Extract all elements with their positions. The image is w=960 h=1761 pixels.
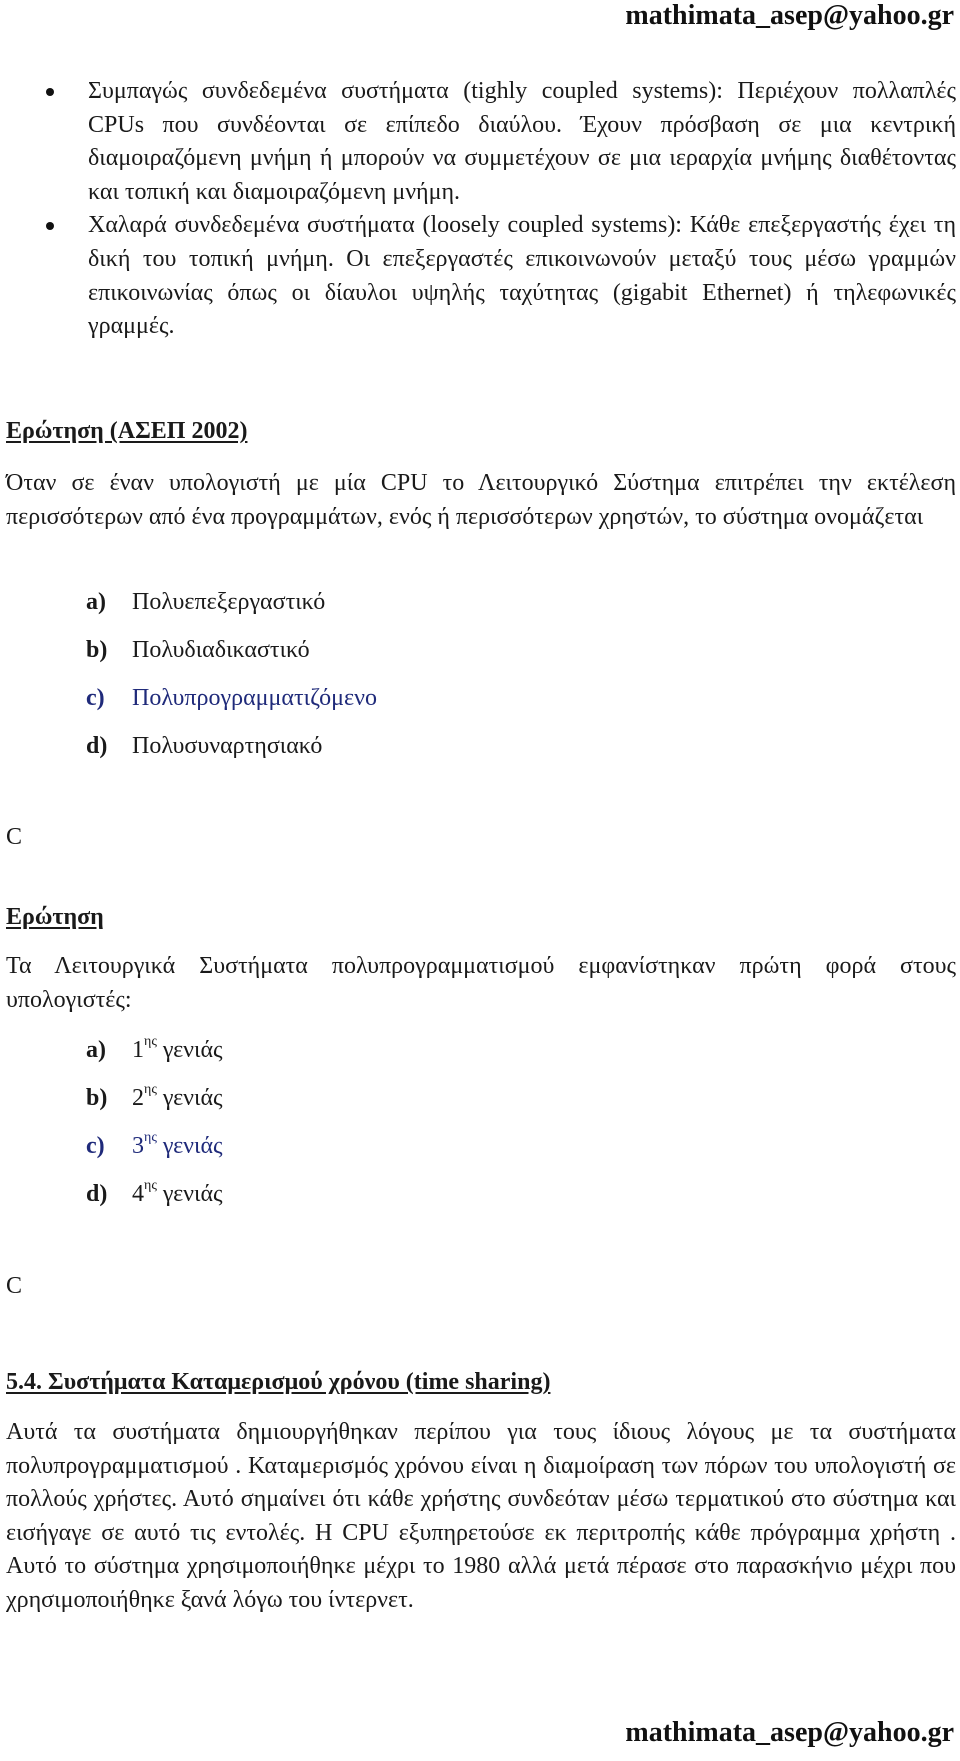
bullet-icon xyxy=(46,222,54,230)
option-letter: d) xyxy=(86,1181,108,1207)
bullet-text: Συμπαγώς συνδεδεμένα συστήματα (tighly coupled systems): Περιέχουν πολλαπλές CPUs που συνδέονται σε επίπεδο διαύλου. Έχουν πρόσβαση σε μια κεντρική διαμοιραζόμενη μνήμη ή μπορούν να συμμετέχουν σε μια ιεραρχία μνήμης διαθέτοντας και τοπική και διαμοιραζόμενη μνήμη. xyxy=(88,78,956,205)
option-ordinal: ης xyxy=(144,1082,157,1097)
option-item xyxy=(86,1026,223,1074)
option-letter: d) xyxy=(86,733,108,759)
option-text: γενιάς xyxy=(162,1037,223,1063)
option-number: 2 xyxy=(132,1085,144,1111)
option-letter: a) xyxy=(86,589,106,615)
option-text: γενιάς xyxy=(162,1085,223,1111)
option-letter: b) xyxy=(86,1085,108,1111)
option-item xyxy=(86,1074,223,1122)
question-title: Ερώτηση (ΑΣΕΠ 2002) xyxy=(6,418,248,444)
option-ordinal: ης xyxy=(144,1034,157,1049)
answer-key: C xyxy=(6,1273,23,1299)
option-letter: c) xyxy=(86,685,105,711)
option-number: 4 xyxy=(132,1181,144,1207)
answer-options xyxy=(86,578,377,770)
option-text: Πολυπρογραμματιζόμενο xyxy=(132,685,377,711)
section-title: 5.4. Συστήματα Καταμερισμού χρόνου (time sharing) xyxy=(6,1369,551,1395)
option-number: 3 xyxy=(132,1133,144,1159)
option-item xyxy=(86,626,377,674)
option-text: γενιάς xyxy=(162,1133,223,1159)
option-item-correct xyxy=(86,674,377,722)
option-ordinal: ης xyxy=(144,1178,157,1193)
option-text: γενιάς xyxy=(162,1181,223,1207)
bullet-text: Χαλαρά συνδεδεμένα συστήματα (loosely coupled systems): Κάθε επεξεργαστής έχει τη δική του τοπική μνήμη. Οι επεξεργαστές επικοινωνούν μεταξύ τους μέσω γραμμών επικοινωνίας όπως οι δίαυλοι υψηλής ταχύτητας (gigabit Ethernet) ή τηλεφωνικές γραμμές. xyxy=(88,212,957,340)
answer-key: C xyxy=(6,824,23,850)
option-item xyxy=(86,1170,223,1218)
option-item xyxy=(86,722,377,770)
option-text: Πολυσυναρτησιακό xyxy=(132,733,323,759)
section-text: Αυτά τα συστήματα δημιουργήθηκαν περίπου για τους ίδιους λόγους με τα συστήματα πολυπρογραμματισμού . Καταμερισμός χρόνου είναι η διαμοίραση των πόρων του υπολογιστή σε πολλούς χρήστες. Αυτό σημαίνει ότι κάθε χρήστης συνδεόταν μέσω τερματικού στο σύστημα και εισήγαγε σε αυτό τις εντολές. Η CPU εξυπηρετούσε εκ περιτροπής κάθε πρόγραμμα χρήστη . Αυτό το σύστημα χρησιμοποιήθηκε μέχρι το 1980 αλλά μετά πέρασε στο παρασκήνιο μέχρι που χρησιμοποιήθηκε ξανά λόγω του ίντερνετ. xyxy=(6,1419,956,1613)
option-letter: a) xyxy=(86,1037,106,1063)
option-item-correct xyxy=(86,1122,223,1170)
option-ordinal: ης xyxy=(144,1130,157,1145)
header-email: mathimata_asep@yahoo.gr xyxy=(625,0,954,31)
option-letter: c) xyxy=(86,1133,105,1159)
question-text: Όταν σε έναν υπολογιστή με μία CPU το Λειτουργικό Σύστημα επιτρέπει την εκτέλεση περισσότερων από ένα προγραμμάτων, ενός ή περισσότερων χρηστών, το σύστημα ονομάζεται xyxy=(6,470,956,530)
question-title: Ερώτηση xyxy=(6,904,104,930)
option-number: 1 xyxy=(132,1037,144,1063)
footer-email: mathimata_asep@yahoo.gr xyxy=(625,1717,954,1748)
question-text: Τα Λειτουργικά Συστήματα πολυπρογραμματισμού εμφανίστηκαν πρώτη φορά στους υπολογιστές: xyxy=(6,953,956,1013)
list-item xyxy=(6,209,956,343)
bullet-icon xyxy=(46,88,54,96)
option-text: Πολυεπεξεργαστικό xyxy=(132,589,326,615)
option-item xyxy=(86,578,377,626)
answer-options xyxy=(86,1026,223,1218)
bullet-list xyxy=(6,75,956,344)
list-item xyxy=(6,75,956,209)
option-letter: b) xyxy=(86,637,108,663)
option-text: Πολυδιαδικαστικό xyxy=(132,637,310,663)
